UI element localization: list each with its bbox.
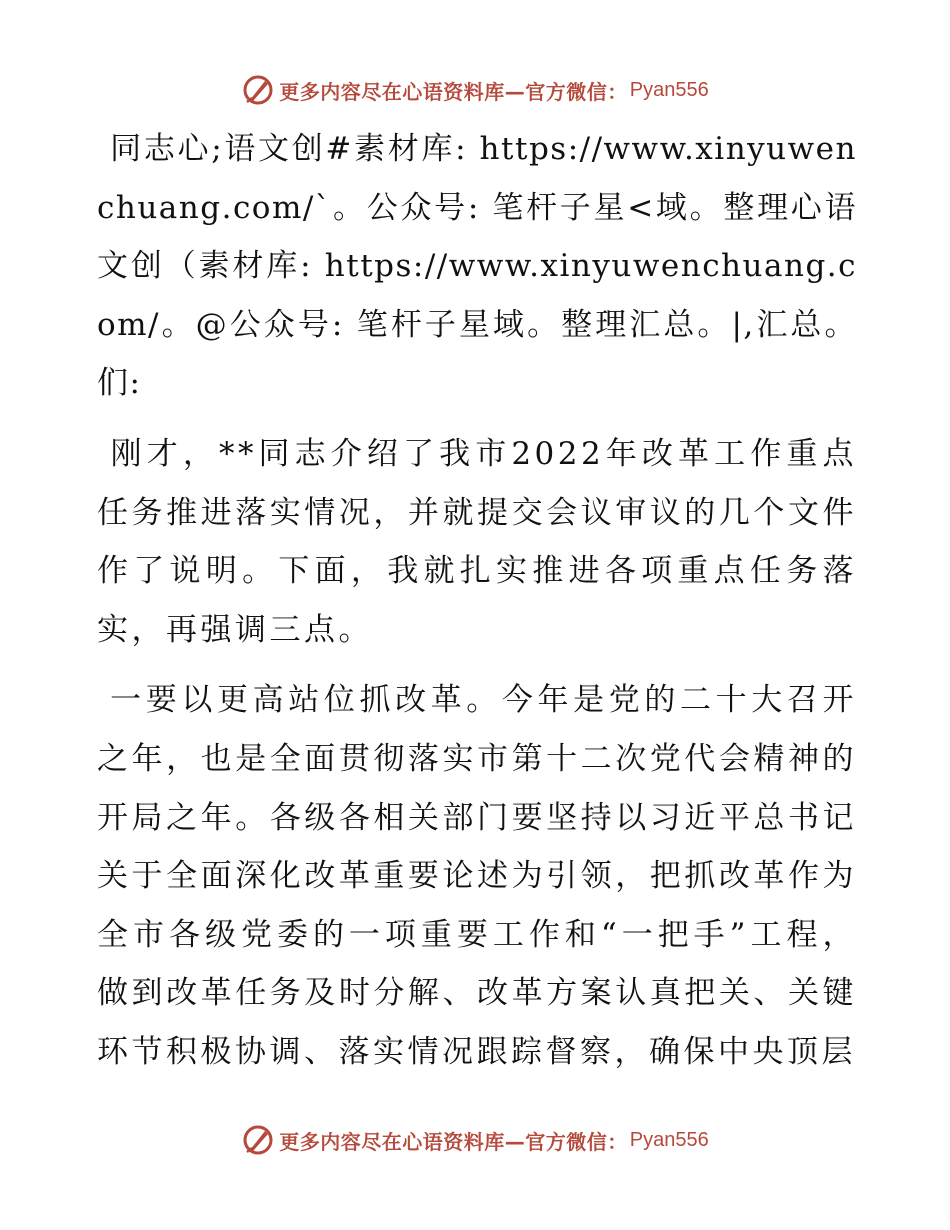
banner-text: 更多内容尽在心语资料库—官方微信：: [279, 1129, 628, 1154]
paragraph-1: [97, 120, 857, 413]
paragraph-3: [97, 671, 857, 1081]
paragraph-3-text: 一要以更高站位抓改革。今年是党的二十大召开之年，也是全面贯彻落实市第十二次党代会精神的开局之年。各级各相关部门要坚持以习近平总书记关于全面深化改革重要论述为引领，把抓改革作为全市各级党委的一项重要工作和“一把手”工程，做到改革任务及时分解、改革方案认真把关、关键环节积极协调、落实情况跟踪督察，确保中央顶层: [97, 682, 857, 1070]
header-watermark-banner: [0, 70, 950, 110]
document-body: [97, 120, 857, 1094]
banner-wechat-id: Pyan556: [629, 1128, 709, 1151]
quill-logo-icon: [241, 1123, 275, 1157]
banner-wechat-id: Pyan556: [629, 78, 709, 101]
quill-logo-icon: [241, 73, 275, 107]
footer-watermark-banner: [0, 1120, 950, 1160]
paragraph-1-text: 同志心;语文创#素材库: https://www.xinyuwenchuang.com/`。公众号: 笔杆子星<域。整理心语文创（素材库: https://www.xinyuwenchuang.com/。@公众号: 笔杆子星域。整理汇总。|,汇总。们:: [97, 131, 857, 402]
paragraph-2: [97, 425, 857, 659]
paragraph-2-text: 刚才，**同志介绍了我市2022年改革工作重点任务推进落实情况，并就提交会议审议的几个文件作了说明。下面，我就扎实推进各项重点任务落实，再强调三点。: [97, 435, 857, 648]
banner-text: 更多内容尽在心语资料库—官方微信：: [279, 79, 628, 104]
